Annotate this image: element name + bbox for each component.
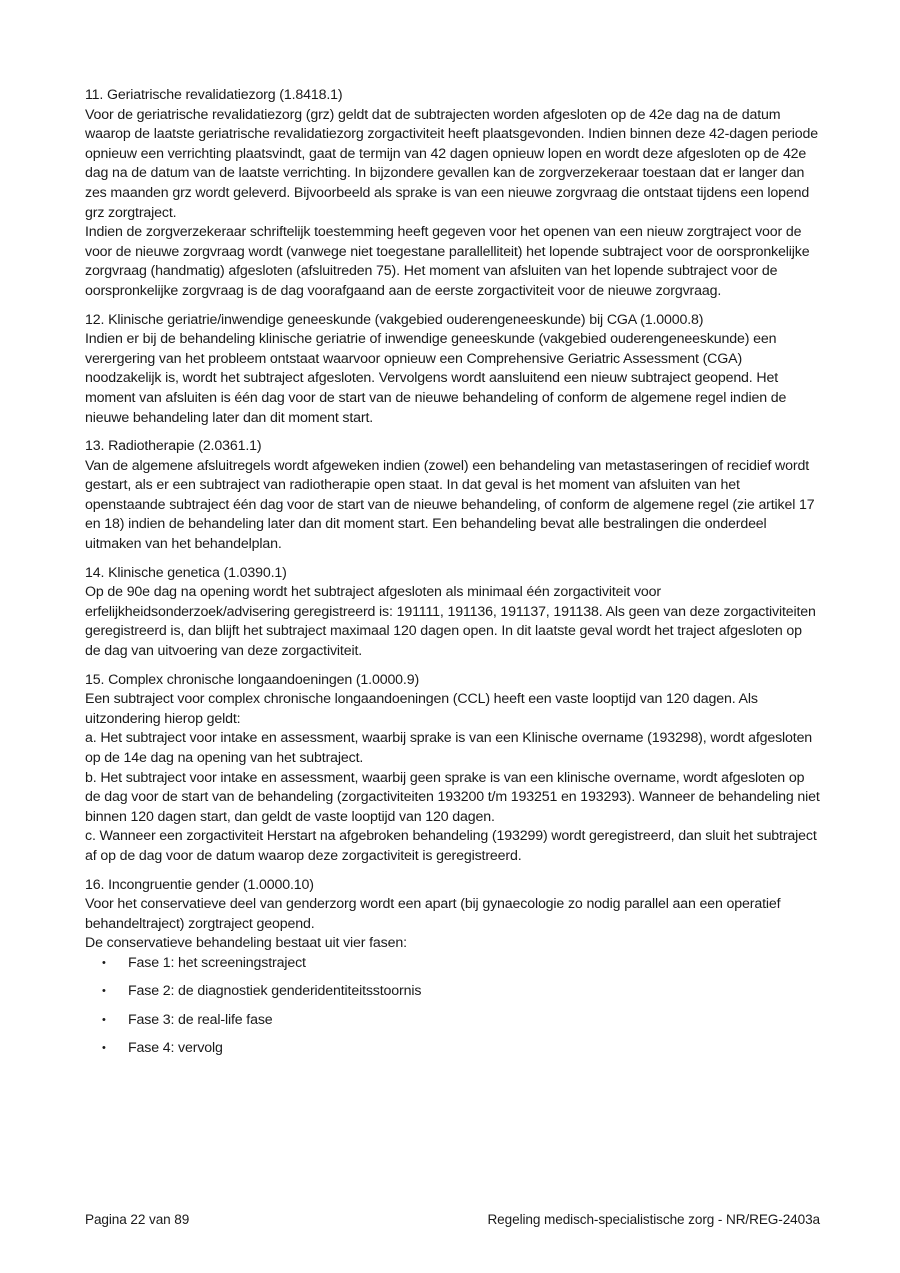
bullet-icon: • — [102, 985, 106, 998]
list-item — [85, 954, 820, 983]
list-item — [85, 982, 820, 1011]
section-heading: 13. Radiotherapie (2.0361.1) — [85, 438, 262, 455]
list-item-text: Fase 1: het screeningstraject — [128, 954, 306, 971]
section-paragraph: Voor de geriatrische revalidatiezorg (grz) geldt dat de subtrajecten worden afgesloten op de 42e dag na de datum waarop de laatste geriatrische revalidatiezorg zorgactiviteit heeft plaatsgevonden. Indien binnen deze 42-dagen periode opnieuw een verrichting plaatsvindt, gaat de termijn van 42 dagen opnieuw lopen en wordt deze afgesloten op de 42e dag na de datum van de laatste verrichting. In bijzondere gevallen kan de zorgverzekeraar toestaan dat er langer dan zes maanden grz wordt geleverd. Bijvoorbeeld als sprake is van een nieuwe zorgvraag die ontstaat tijdens een lopend grz zorgtraject. — [85, 106, 819, 221]
section-11 — [85, 86, 820, 302]
section-15 — [85, 671, 820, 867]
list-item-text: Fase 4: vervolg — [128, 1040, 223, 1057]
document-title: Regeling medisch-specialistische zorg - NR/REG-2403a — [487, 1212, 820, 1227]
section-heading: 15. Complex chronische longaandoeningen (1.0000.9) — [85, 671, 420, 688]
list-item — [85, 1039, 820, 1068]
document-page — [85, 86, 820, 1077]
section-paragraph: Op de 90e dag na opening wordt het subtraject afgesloten als minimaal één zorgactiviteit voor erfelijkheidsonderzoek/advisering geregistreerd is: 191111, 191136, 191137, 191138. Als geen van deze zorgactiviteiten geregistreerd is, dan blijft het subtraject maximaal 120 dagen open. In dit laatste geval wordt het traject afgesloten op de dag van uitvoering van deze zorgactiviteit. — [85, 584, 816, 660]
bullet-icon: • — [102, 1013, 106, 1026]
section-12 — [85, 311, 820, 429]
section-heading: 11. Geriatrische revalidatiezorg (1.8418.1) — [85, 87, 343, 103]
section-paragraph: Indien de zorgverzekeraar schriftelijk toestemming heeft gegeven voor het openen van een nieuw zorgtraject voor de voor de nieuwe zorgvraag wordt (vanwege niet toegestane parallelliteit) het lopende subtraject voor de oorspronkelijke zorgvraag (handmatig) afgesloten (afsluitreden 75). Het moment van afsluiten van het lopende subtraject voor de oorspronkelijke zorgvraag is de dag voorafgaand aan de eerste zorgactiviteit voor de nieuwe zorgvraag. — [85, 224, 810, 299]
bullet-icon: • — [102, 956, 106, 969]
page-number: Pagina 22 van 89 — [85, 1212, 190, 1227]
section-paragraph: Een subtraject voor complex chronische longaandoeningen (CCL) heeft een vaste looptijd van 120 dagen. Als uitzondering hierop geldt: — [85, 691, 758, 727]
section-13 — [85, 437, 820, 555]
section-heading: 12. Klinische geriatrie/inwendige geneeskunde (vakgebied ouderengeneeskunde) bij CGA (1.0000.8) — [85, 311, 704, 328]
section-heading: 16. Incongruentie gender (1.0000.10) — [85, 876, 314, 893]
bullet-icon: • — [102, 1042, 106, 1055]
list-item-text: Fase 2: de diagnostiek genderidentiteitsstoornis — [128, 983, 422, 1000]
exception-item-a: a. Het subtraject voor intake en assessment, waarbij sprake is van een Klinische overname (193298), wordt afgesloten op de 14e dag na opening van het subtraject. — [85, 730, 813, 766]
list-intro: De conservatieve behandeling bestaat uit vier fasen: — [85, 935, 407, 952]
section-14 — [85, 564, 820, 662]
exception-item-c: c. Wanneer een zorgactiviteit Herstart na afgebroken behandeling (193299) wordt geregistreerd, dan sluit het subtraject af op de dag voor de datum waarop deze zorgactiviteit is geregistreerd. — [85, 828, 817, 864]
section-paragraph: Voor het conservatieve deel van genderzorg wordt een apart (bij gynaecologie zo nodig parallel aan een operatief behandeltraject) zorgtraject geopend. — [85, 896, 781, 932]
phase-list — [85, 954, 820, 1068]
section-heading: 14. Klinische genetica (1.0390.1) — [85, 564, 287, 581]
section-paragraph: Van de algemene afsluitregels wordt afgeweken indien (zowel) een behandeling van metastaseringen of recidief wordt gestart, als er een subtraject van radiotherapie open staat. In dat geval is het moment van afsluiten van het openstaande subtraject één dag voor de start van de nieuwe behandeling, of conform de algemene regel (zie artikel 17 en 18) indien de behandeling later dan dit moment start. Een behandeling bevat alle bestralingen die onderdeel uitmaken van het behandelplan. — [85, 457, 815, 553]
list-item — [85, 1011, 820, 1040]
list-item-text: Fase 3: de real-life fase — [128, 1011, 273, 1028]
exception-item-b: b. Het subtraject voor intake en assessment, waarbij geen sprake is van een klinische overname, wordt afgesloten op de dag voor de start van de behandeling (zorgactiviteiten 193200 t/m 193251 en 193293). Wanneer de behandeling niet binnen 120 dagen start, dan geldt de vaste looptijd van 120 dagen. — [85, 769, 820, 825]
section-16 — [85, 876, 820, 1068]
section-paragraph: Indien er bij de behandeling klinische geriatrie of inwendige geneeskunde (vakgebied ouderengeneeskunde) een verergering van het probleem ontstaat waarvoor opnieuw een Comprehensive Geriatric Assessment (CGA) noodzakelijk is, wordt het subtraject afgesloten. Vervolgens wordt aansluitend een nieuw subtraject geopend. Het moment van afsluiten is één dag voor de start van de nieuwe behandeling of conform de algemene regel indien de nieuwe behandeling later dan dit moment start. — [85, 331, 787, 426]
